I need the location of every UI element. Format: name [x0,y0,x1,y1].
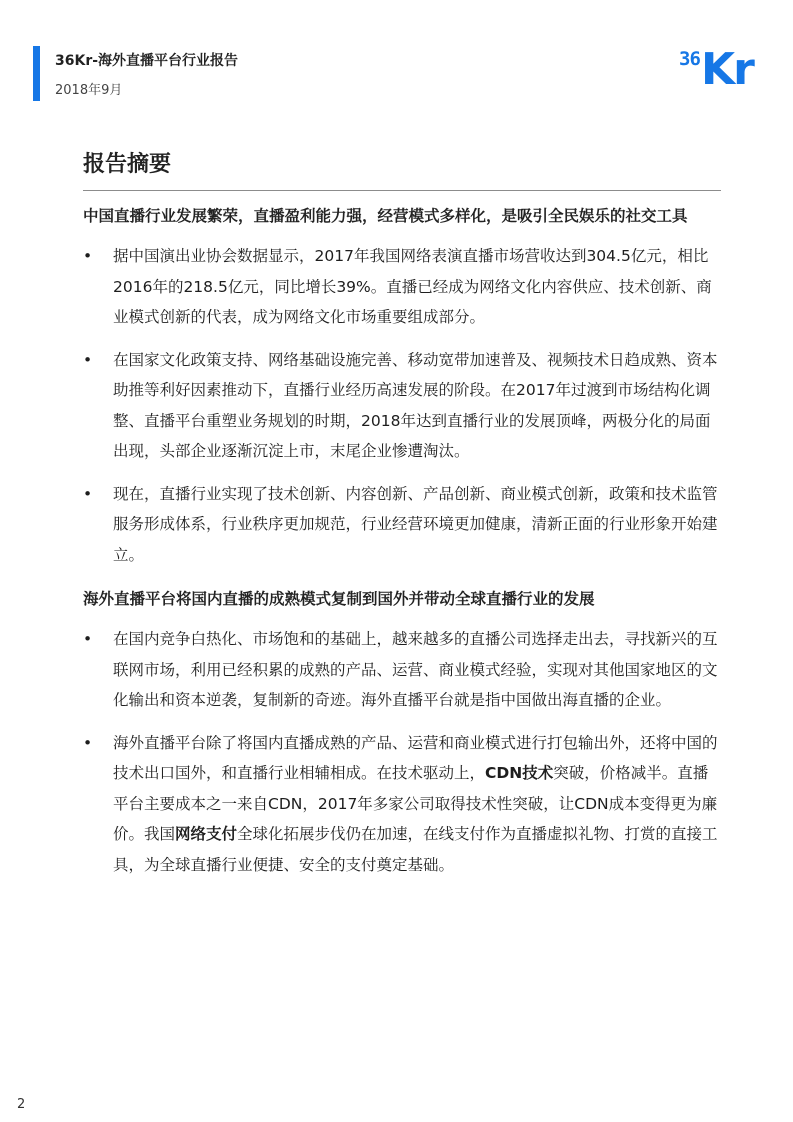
title-divider [83,190,721,191]
header-accent-bar [33,46,40,101]
page-number: 2 [17,1097,26,1112]
bullet-text [113,734,718,874]
list-item [83,345,723,467]
report-date: 2018年9月 [55,83,123,98]
logo-number: 36 [679,48,700,70]
36kr-logo [679,42,769,98]
page-title: 报告摘要 [83,152,172,177]
bullet-text: 现在，直播行业实现了技术创新、内容创新、产品创新、商业模式创新，政策和技术监管服务形成体系，行业秩序更加规范，行业经营环境更加健康，清新正面的行业形象开始建立。 [113,484,718,564]
bullet-text: 在国内竞争白热化、市场饱和的基础上，越来越多的直播公司选择走出去，寻找新兴的互联网市场，利用已经积累的成熟的产品、运营、商业模式经验，实现对其他国家地区的文化输出和资本逆袭，复制新的奇迹。海外直播平台就是指中国做出海直播的企业。 [113,630,718,709]
highlight-cdn-tech: CDN技术 [485,764,554,782]
list-item [83,479,723,571]
section-heading-domestic: 中国直播行业发展繁荣，直播盈利能力强，经营模式多样化，是吸引全民娱乐的社交工具 [83,207,688,225]
summary-content [83,203,723,892]
bullet-list-domestic [83,241,723,570]
text-segment: 全球化拓展步伐仍在加速，在线支付作为直播虚拟礼物、打赏的直接工具，为全球直播行业便捷、安全的支付奠定基础。 [113,825,718,874]
bullet-dot: • [83,733,93,752]
highlight-online-payment: 网络支付 [175,825,238,843]
bullet-text: 在国家文化政策支持、网络基础设施完善、移动宽带加速普及、视频技术日趋成熟、资本助推等利好因素推动下，直播行业经历高速发展的阶段。在2017年过渡到市场结构化调整、直播平台重塑业务规划的时期，2018年达到直播行业的发展顶峰，两极分化的局面出现，头部企业逐渐沉淀上市，末尾企业惨遭淘汰。 [113,350,718,460]
list-item [83,624,723,716]
text-segment: 突破，价格减半。直播平台主要成本之一来自CDN，2017年多家公司取得技术性突破，让CDN成本变得更为廉价。我国 [113,764,718,843]
report-title: 36Kr-海外直播平台行业报告 [55,53,239,69]
section-heading-overseas: 海外直播平台将国内直播的成熟模式复制到国外并带动全球直播行业的发展 [83,590,595,608]
bullet-dot: • [83,247,93,265]
bullet-dot: • [83,350,93,369]
bullet-list-overseas [83,624,723,880]
list-item [83,241,723,333]
bullet-text: 据中国演出业协会数据显示，2017年我国网络表演直播市场营收达到304.5亿元，相比2016年的218.5亿元，同比增长39%。直播已经成为网络文化内容供应、技术创新、商业模式创新的代表，成为网络文化市场重要组成部分。 [113,247,712,326]
bullet-dot: • [83,630,93,648]
list-item [83,728,723,881]
text-segment: 海外直播平台除了将国内直播成熟的产品、运营和商业模式进行打包输出外，还将中国的技术出口国外，和直播行业相辅相成。在技术驱动上， [113,733,718,782]
bullet-dot: • [83,484,93,503]
logo-letters: Kr [701,44,753,95]
